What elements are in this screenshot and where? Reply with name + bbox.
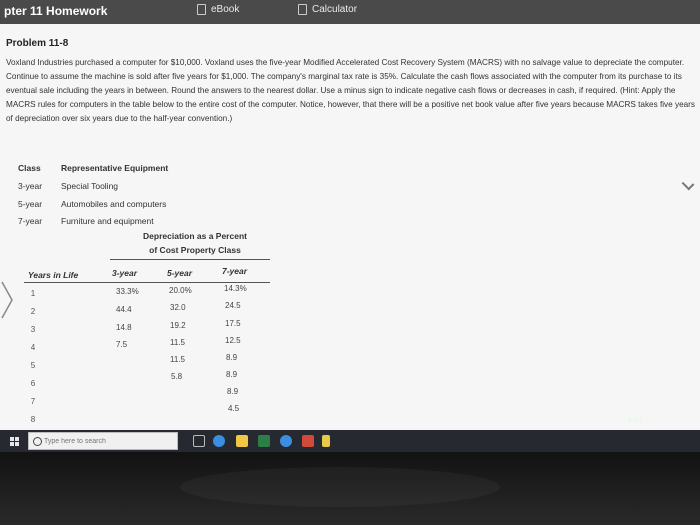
value-7-year: 8.9 bbox=[227, 387, 239, 396]
file-explorer-icon[interactable] bbox=[236, 435, 248, 447]
equipment-cell: Furniture and equipment bbox=[61, 216, 154, 226]
header-5-year: 5-year bbox=[167, 268, 193, 278]
year-cell: 2 bbox=[30, 307, 36, 316]
tab-calculator-label: Calculator bbox=[312, 4, 358, 15]
class-cell: 3-year bbox=[18, 181, 43, 191]
equipment-cell: Special Tooling bbox=[61, 181, 119, 191]
header-7-year: 7-year bbox=[222, 266, 248, 276]
taskbar-search-input[interactable] bbox=[44, 435, 174, 447]
year-cell: 8 bbox=[30, 415, 36, 424]
year-cell: 3 bbox=[30, 325, 36, 334]
depreciation-heading-1: Depreciation as a Percent bbox=[143, 231, 247, 241]
value-3-year: 14.8 bbox=[116, 323, 132, 332]
tab-ebook-label: eBook bbox=[211, 4, 240, 15]
chrome-icon[interactable] bbox=[280, 435, 292, 447]
taskbar bbox=[0, 430, 700, 452]
value-7-year: 4.5 bbox=[228, 404, 240, 413]
window-title: pter 11 Homework bbox=[4, 4, 108, 18]
collapse-panel-icon[interactable] bbox=[0, 280, 14, 320]
equipment-header: Representative Equipment bbox=[61, 163, 169, 173]
value-3-year: 7.5 bbox=[116, 340, 128, 349]
header-years: Years in Life bbox=[28, 270, 79, 280]
value-3-year: 33.3% bbox=[116, 287, 139, 296]
class-cell: 7-year bbox=[18, 216, 43, 226]
problem-content bbox=[0, 24, 700, 430]
value-5-year: 20.0% bbox=[169, 286, 192, 295]
edge-icon[interactable] bbox=[213, 435, 225, 447]
app-icon[interactable] bbox=[302, 435, 314, 447]
depreciation-heading-2: of Cost Property Class bbox=[149, 245, 241, 255]
sticky-notes-icon[interactable] bbox=[322, 435, 330, 447]
year-cell: 1 bbox=[30, 289, 36, 298]
value-5-year: 11.5 bbox=[170, 355, 185, 364]
tab-calculator[interactable] bbox=[298, 4, 357, 15]
value-7-year: 8.9 bbox=[226, 353, 238, 362]
year-cell: 4 bbox=[30, 343, 36, 352]
equipment-cell: Automobiles and computers bbox=[61, 199, 167, 209]
year-cell: 6 bbox=[30, 379, 36, 388]
value-7-year: 8.9 bbox=[226, 370, 238, 379]
monitor-bezel bbox=[0, 452, 700, 525]
class-cell: 5-year bbox=[18, 199, 43, 209]
class-header: Class bbox=[18, 163, 41, 173]
taskbar-search[interactable] bbox=[28, 432, 178, 450]
header-3-year: 3-year bbox=[112, 268, 138, 278]
problem-title: Problem 11-8 bbox=[6, 38, 69, 49]
value-5-year: 11.5 bbox=[170, 338, 185, 347]
store-icon[interactable] bbox=[258, 435, 270, 447]
windows-start-icon[interactable] bbox=[10, 437, 19, 446]
top-bar bbox=[0, 0, 700, 24]
tab-ebook[interactable] bbox=[197, 4, 239, 15]
problem-text: Voxland Industries purchased a computer for $10,000. Voxland uses the five-year Modified Accelerated Cost Recovery System (MACRS) with no salvage value to depreciate the computer. Continue to assume the machine is sold after five years for $1,000. The company's marginal tax rate is 35%. Calculate the cash flows associated with the computer from its purchase to its eventual sale including the years in between. Round the answers to the nearest dollar. Use a minus sign to indicate negative cash flows or decreases in cash, if required. (Hint: Apply the MACRS rules for computers in the table below to the entire cost of the computer. Notice, however, that there will be a positive net book value after five years because MACRS takes five years of depreciation over six years due to the half-year convention.) bbox=[6, 58, 695, 123]
table-rule bbox=[24, 282, 270, 283]
value-7-year: 14.3% bbox=[224, 284, 247, 293]
value-7-year: 17.5 bbox=[225, 319, 241, 328]
value-5-year: 5.8 bbox=[171, 372, 183, 381]
heading-rule bbox=[110, 259, 270, 260]
ebook-icon bbox=[197, 4, 206, 15]
value-7-year: 24.5 bbox=[225, 301, 241, 310]
value-5-year: 19.2 bbox=[170, 321, 186, 330]
tray-clock: 4:17 bbox=[628, 418, 644, 424]
cortana-icon bbox=[33, 437, 42, 446]
calculator-icon bbox=[298, 4, 307, 15]
value-3-year: 44.4 bbox=[116, 305, 132, 314]
year-cell: 5 bbox=[30, 361, 36, 370]
year-cell: 7 bbox=[30, 397, 36, 406]
value-7-year: 12.5 bbox=[225, 336, 241, 345]
task-view-icon[interactable] bbox=[193, 435, 205, 447]
value-5-year: 32.0 bbox=[170, 303, 186, 312]
mouse-cursor-icon bbox=[682, 178, 695, 191]
